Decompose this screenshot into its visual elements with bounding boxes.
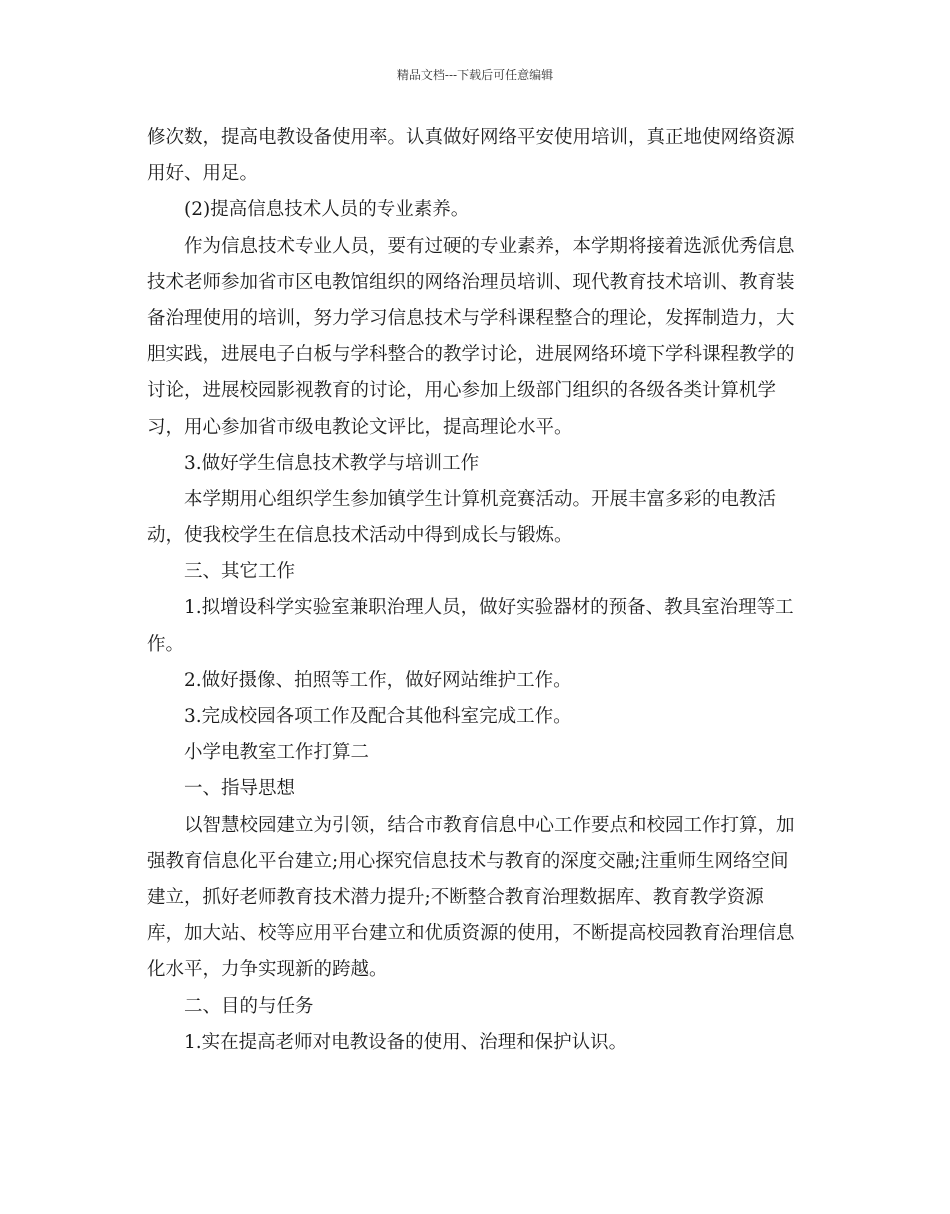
- text-line: 习，用心参加省市级电教论文评比，提高理论水平。: [147, 416, 573, 438]
- text-line: 备治理使用的培训，努力学习信息技术与学科课程整合的理论，发挥制造力，大: [147, 307, 795, 329]
- text-line: 三、其它工作: [184, 561, 296, 583]
- text-line: 化水平，力争实现新的跨越。: [147, 959, 388, 981]
- text-line: 本学期用心组织学生参加镇学生计算机竞赛活动。开展丰富多彩的电教活: [184, 488, 777, 510]
- text-line: 1.实在提高老师对电教设备的使用、治理和保护认识。: [184, 1031, 628, 1053]
- text-line: 3.做好学生信息技术教学与培训工作: [184, 452, 480, 474]
- page-header: 精品文档---下载后可任意编辑: [396, 68, 554, 82]
- text-line: 库，加大站、校等应用平台建立和优质资源的使用，不断提高校园教育治理信息: [147, 923, 795, 945]
- text-line: 作为信息技术专业人员，要有过硬的专业素养，本学期将接着选派优秀信息: [184, 235, 795, 257]
- text-line: 用好、用足。: [147, 163, 259, 185]
- text-line: 以智慧校园建立为引领，结合市教育信息中心工作要点和校园工作打算，加: [184, 814, 795, 836]
- text-line: 胆实践，进展电子白板与学科整合的教学讨论，进展网络环境下学科课程教学的: [147, 344, 795, 366]
- text-line: (2)提高信息技术人员的专业素养。: [184, 199, 470, 221]
- text-line: 小学电教室工作打算二: [184, 742, 370, 764]
- text-line: 修次数，提高电教设备使用率。认真做好网络平安使用培训，真正地使网络资源: [147, 127, 795, 148]
- text-line: 技术老师参加省市区电教馆组织的网络治理员培训、现代教育技术培训、教育装: [147, 271, 795, 293]
- text-line: 一、指导思想: [184, 778, 296, 800]
- text-line: 强教育信息化平台建立;用心探究信息技术与教育的深度交融;注重师生网络空间: [147, 850, 789, 872]
- text-line: 讨论，进展校园影视教育的讨论，用心参加上级部门组织的各级各类计算机学: [147, 380, 777, 402]
- text-line: 3.完成校园各项工作及配合其他科室完成工作。: [184, 706, 572, 727]
- text-line: 二、目的与任务: [184, 995, 314, 1017]
- document-body: [147, 120, 803, 1061]
- text-line: 建立，抓好老师教育技术潜力提升;不断整合教育治理数据库、教育教学资源: [147, 886, 764, 908]
- text-line: 1.拟增设科学实验室兼职治理人员，做好实验器材的预备、教具室治理等工: [184, 597, 794, 619]
- text-line: 作。: [147, 633, 185, 655]
- text-line: 动，使我校学生在信息技术活动中得到成长与锻炼。: [147, 525, 573, 547]
- text-line: 2.做好摄像、拍照等工作，做好网站维护工作。: [184, 669, 572, 691]
